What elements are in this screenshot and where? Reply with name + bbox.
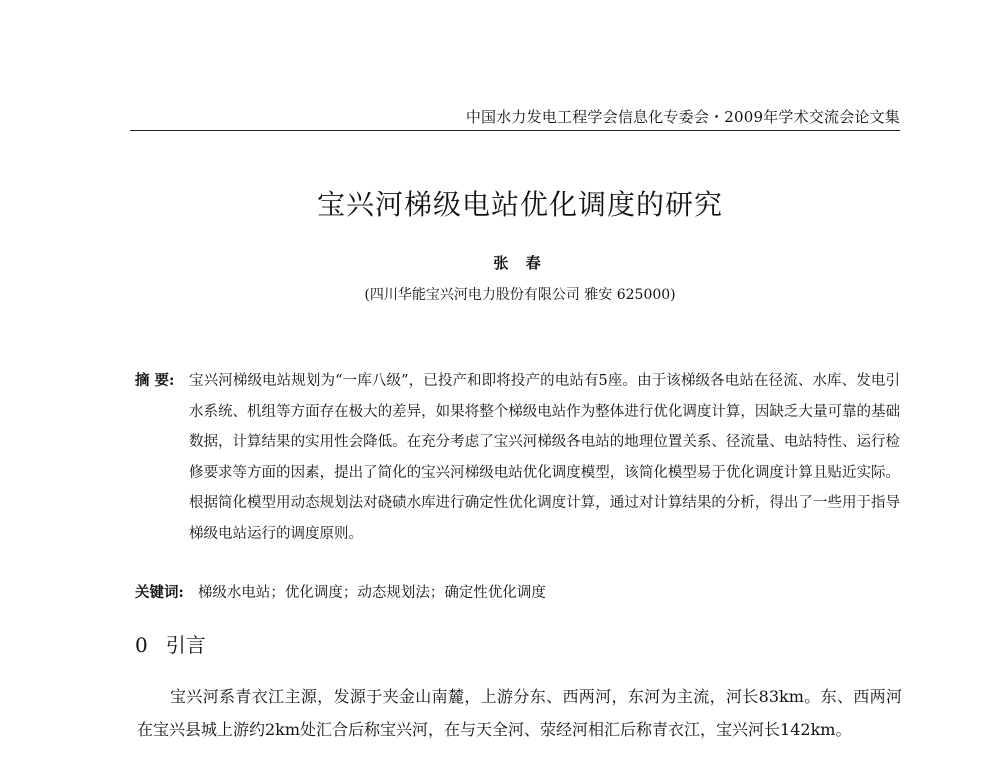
- keywords-text: 梯级水电站；优化调度；动态规划法；确定性优化调度: [197, 585, 546, 601]
- keywords: [135, 581, 900, 602]
- abstract-text: 宝兴河梯级电站规划为“一库八级”，已投产和即将投产的电站有5座。由于该梯级各电站在径流、水库、发电引水系统、机组等方面存在极大的差异，如果将整个梯级电站作为整体进行优化调度计算，因缺乏大量可靠的基础数据，计算结果的实用性会降低。在充分考虑了宝兴河梯级各电站的地理位置关系、径流量、电站特性、运行检修要求等方面的因素，提出了简化的宝兴河梯级电站优化调度模型，该简化模型易于优化调度计算且贴近实际。根据简化模型用动态规划法对硗碛水库进行确定性优化调度计算，通过对计算结果的分析，得出了一些用于指导梯级电站运行的调度原则。: [189, 373, 900, 542]
- keywords-label: 关键词:: [135, 584, 184, 601]
- running-header: 中国水力发电工程学会信息化专委会・2009年学术交流会论文集: [465, 108, 900, 126]
- section-heading: [135, 629, 206, 658]
- section-number: 0: [135, 633, 148, 657]
- abstract: [135, 366, 900, 549]
- affiliation: (四川华能宝兴河电力股份有限公司 雅安 625000): [364, 287, 676, 303]
- section-title: 引言: [165, 633, 206, 657]
- paper-title: 宝兴河梯级电站优化调度的研究: [316, 188, 723, 221]
- header-rule: [130, 130, 900, 131]
- abstract-label: 摘 要:: [135, 372, 175, 389]
- intro-paragraph: 宝兴河系青衣江主源，发源于夹金山南麓，上游分东、西两河，东河为主流，河长83km。东、西两河在宝兴县城上游约2km处汇合后称宝兴河，在与天全河、荥经河相汇后称青衣江，宝兴河长142km。: [137, 687, 902, 739]
- author: 张 春: [493, 254, 547, 272]
